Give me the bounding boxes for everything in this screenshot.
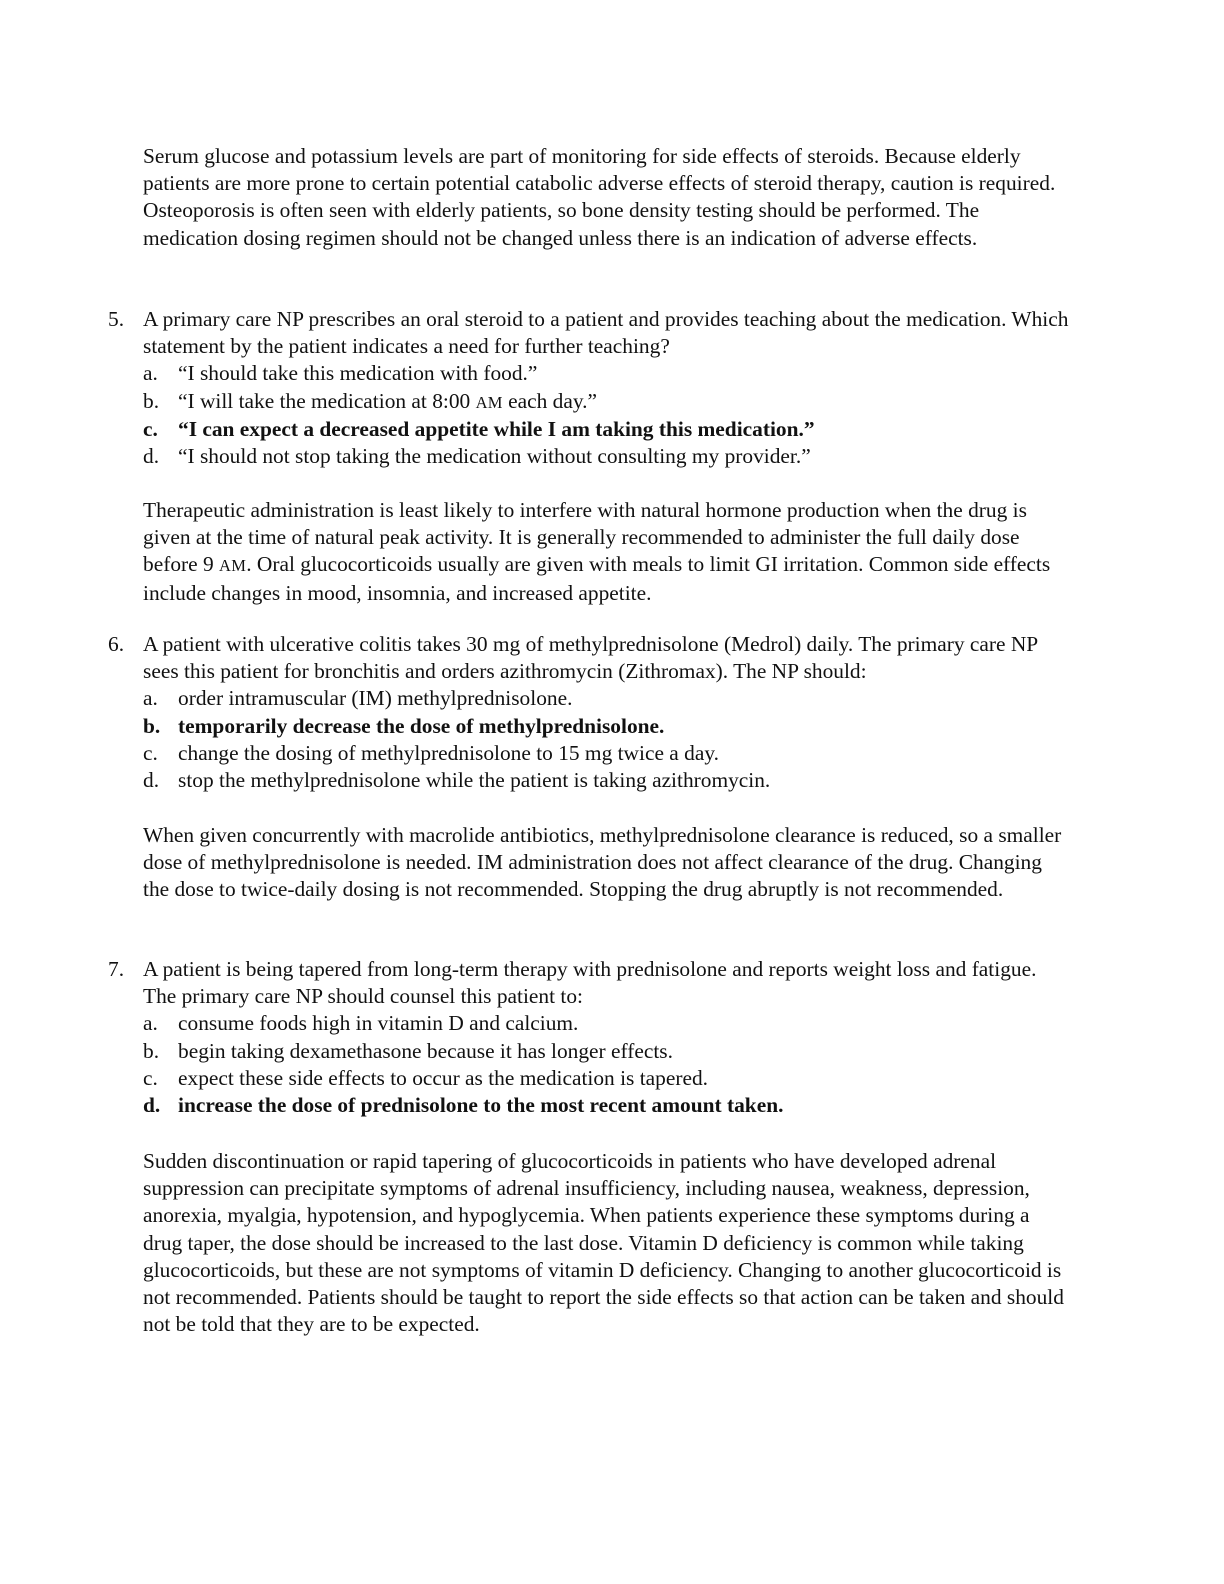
answer-options [108,1010,1073,1119]
answer-option-d [108,443,1073,470]
answer-options [108,360,1073,470]
option-text-part: “I will take the medication at 8:00 [178,388,476,413]
answer-option-a [108,685,1073,712]
option-text: begin taking dexamethasone because it has longer effects. [178,1038,673,1063]
option-letter: a. [143,361,158,386]
question-6 [108,631,1073,794]
option-letter: b. [143,713,161,738]
option-text: consume foods high in vitamin D and calcium. [178,1011,579,1036]
option-text: stop the methylprednisolone while the patient is taking azithromycin. [178,768,771,793]
option-text-smallcaps: AM [475,392,503,412]
answer-option-c-correct [108,416,1073,443]
rationale-text-part: . Oral glucocorticoids usually are given with meals to limit GI irritation. Common side effects include changes in mood, insomnia, and increased appetite. [143,552,1051,605]
rationale-smallcaps: AM [219,556,247,576]
option-text: order intramuscular (IM) methylprednisolone. [178,686,573,711]
option-text: increase the dose of prednisolone to the most recent amount taken. [178,1093,784,1118]
rationale-7: Sudden discontinuation or rapid tapering of glucocorticoids in patients who have developed adrenal suppression can precipitate symptoms of adrenal insufficiency, including nausea, weakness, depression, anorexia, myalgia, hypotension, and hypoglycemia. When patients experience these symptoms during a drug taper, the dose should be increased to the last dose. Vitamin D deficiency is common while taking glucocorticoids, but these are not symptoms of vitamin D deficiency. Changing to another glucocorticoid is not recommended. Patients should be taught to report the side effects so that action can be taken and should not be told that they are to be expected. [143,1149,1064,1337]
option-text: “I can expect a decreased appetite while I am taking this medication.” [178,416,815,441]
answer-option-d [108,767,1073,794]
option-text: “I should not stop taking the medication without consulting my provider.” [178,444,811,469]
answer-option-c [108,1065,1073,1092]
answer-option-b [108,1038,1073,1065]
rationale-6: When given concurrently with macrolide antibiotics, methylprednisolone clearance is reduced, so a smaller dose of methylprednisolone is needed. IM administration does not affect clearance of the drug. Changing the dose to twice-daily dosing is not recommended. Stopping the drug abruptly is not recommended. [143,823,1062,902]
question-text: A patient with ulcerative colitis takes 30 mg of methylprednisolone (Medrol) daily. The primary care NP sees this patient for bronchitis and orders azithromycin (Zithromax). The NP should: [143,632,1038,684]
question-text: A primary care NP prescribes an oral steroid to a patient and provides teaching about the medication. Which statement by the patient indicates a need for further teaching? [143,307,1069,359]
question-stem [108,631,1073,685]
rationale-5 [143,497,1073,607]
option-letter: c. [143,740,158,765]
option-text: change the dosing of methylprednisolone to 15 mg twice a day. [178,740,719,765]
question-7 [108,956,1073,1119]
option-letter: c. [143,416,158,441]
option-text: temporarily decrease the dose of methylprednisolone. [178,713,665,738]
option-letter: d. [143,444,160,469]
option-letter: c. [143,1065,158,1090]
option-text-part: each day.” [502,388,597,413]
option-text [178,389,597,413]
intro-rationale: Serum glucose and potassium levels are part of monitoring for side effects of steroids. Because elderly patients are more prone to certain potential catabolic adverse effects of steroid therapy, caution is required. Osteoporosis is often seen with elderly patients, so bone density testing should be performed. The medication dosing regimen should not be changed unless there is an indication of adverse effects. [143,144,1056,250]
answer-option-d-correct [108,1092,1073,1119]
answer-options [108,685,1073,794]
option-letter: d. [143,1093,161,1118]
option-letter: d. [143,768,160,793]
answer-option-b-correct [108,713,1073,740]
option-letter: a. [143,1011,158,1036]
question-number: 7. [108,957,125,981]
question-5 [108,306,1073,470]
option-letter: a. [143,686,158,711]
option-letter: b. [143,1038,160,1063]
answer-option-c [108,740,1073,767]
answer-option-b [108,388,1073,416]
option-text: “I should take this medication with food.” [178,361,538,386]
question-number: 6. [108,632,125,656]
answer-option-a [108,360,1073,387]
question-stem [108,306,1073,360]
option-text: expect these side effects to occur as the medication is tapered. [178,1065,708,1090]
answer-option-a [108,1010,1073,1037]
option-letter: b. [143,388,160,413]
question-stem [108,956,1073,1010]
rationale-text-part: Therapeutic administration is least likely to interfere with natural hormone production when the drug is given at the time of natural peak activity. It is generally recommended to administer the full daily dose before 9 [143,498,1027,577]
question-text: A patient is being tapered from long-term therapy with prednisolone and reports weight loss and fatigue. The primary care NP should counsel this patient to: [143,957,1037,1009]
question-number: 5. [108,307,125,331]
